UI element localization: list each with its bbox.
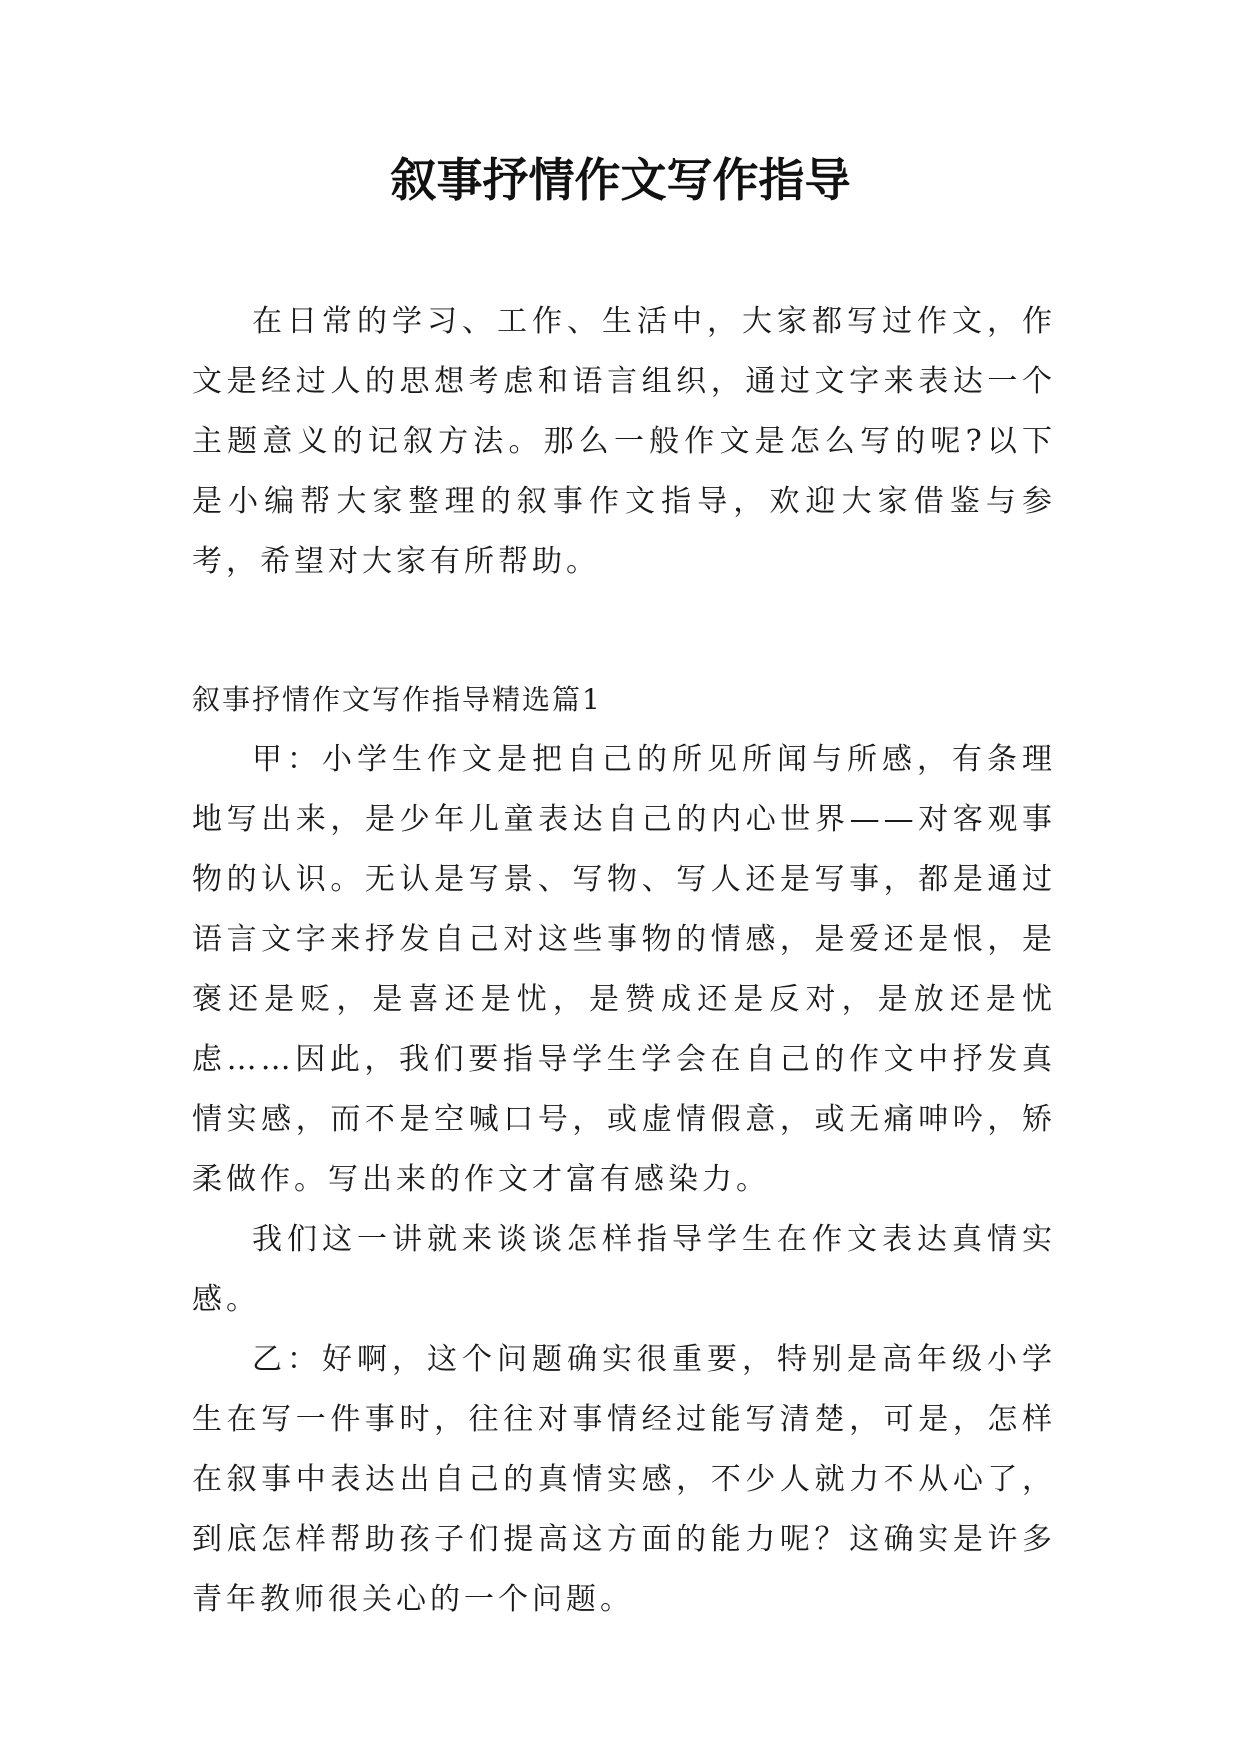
document-title: 叙事抒情作文写作指导 — [390, 153, 851, 207]
section-heading: 叙事抒情作文写作指导精选篇1 — [192, 683, 602, 716]
document-body — [192, 292, 1056, 1630]
body-paragraph-3: 乙：好啊，这个问题确实很重要，特别是高年级小学生在写一件事时，往往对事情经过能写清楚，可是，怎样在叙事中表达出自己的真情实感，不少人就力不从心了，到底怎样帮助孩子们提高这方面的能力呢？这确实是许多青年教师很关心的一个问题。 — [192, 1342, 1056, 1617]
body-paragraph-2: 我们这一讲就来谈谈怎样指导学生在作文表达真情实感。 — [192, 1222, 1056, 1317]
intro-paragraph: 在日常的学习、工作、生活中，大家都写过作文，作文是经过人的思想考虑和语言组织，通过文字来表达一个主题意义的记叙方法。那么一般作文是怎么写的呢?以下是小编帮大家整理的叙事作文指导，欢迎大家借鉴与参考，希望对大家有所帮助。 — [192, 304, 1056, 579]
body-paragraph-1: 甲：小学生作文是把自己的所见所闻与所感，有条理地写出来，是少年儿童表达自己的内心世界——对客观事物的认识。无认是写景、写物、写人还是写事，都是通过语言文字来抒发自己对这些事物的情感，是爱还是恨，是褒还是贬，是喜还是忧，是赞成还是反对，是放还是忧虑……因此，我们要指导学生学会在自己的作文中抒发真情实感，而不是空喊口号，或虚情假意，或无痛呻吟，矫柔做作。写出来的作文才富有感染力。 — [192, 742, 1056, 1197]
